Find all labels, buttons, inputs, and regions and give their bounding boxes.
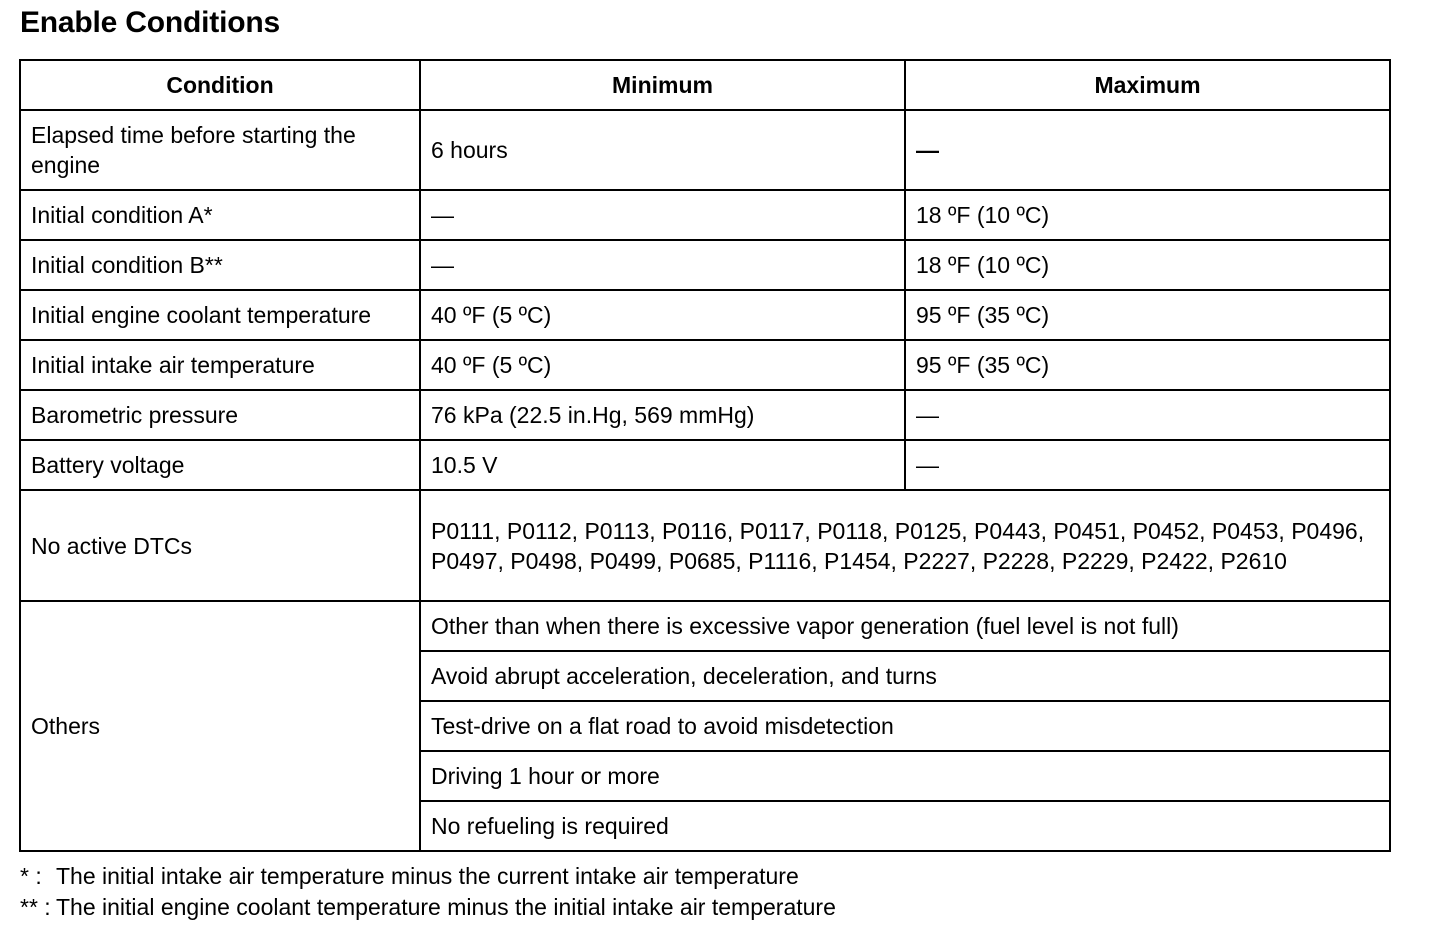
footnote-text: The initial engine coolant temperature minus the initial intake air temperature (56, 894, 836, 920)
footnote-single-asterisk (20, 861, 836, 892)
condition-cell: Elapsed time before starting the engine (20, 110, 420, 190)
others-row (20, 601, 1390, 651)
table-row (20, 340, 1390, 390)
table-row (20, 290, 1390, 340)
minimum-cell: 40 ºF (5 ºC) (420, 290, 905, 340)
others-item: No refueling is required (420, 801, 1390, 851)
footnote-text: The initial intake air temperature minus the current intake air temperature (56, 863, 799, 889)
others-item: Avoid abrupt acceleration, deceleration, and turns (420, 651, 1390, 701)
minimum-cell: 10.5 V (420, 440, 905, 490)
maximum-cell: 18 ºF (10 ºC) (905, 240, 1390, 290)
others-item: Other than when there is excessive vapor generation (fuel level is not full) (420, 601, 1390, 651)
minimum-cell: 6 hours (420, 110, 905, 190)
footnotes (20, 861, 836, 923)
header-minimum: Minimum (420, 60, 905, 110)
table-row (20, 240, 1390, 290)
maximum-cell: — (905, 110, 1390, 190)
others-item: Driving 1 hour or more (420, 751, 1390, 801)
header-maximum: Maximum (905, 60, 1390, 110)
table-row (20, 190, 1390, 240)
dtc-row (20, 490, 1390, 601)
condition-cell: Initial condition B** (20, 240, 420, 290)
table-row (20, 440, 1390, 490)
dtc-list-cell: P0111, P0112, P0113, P0116, P0117, P0118, P0125, P0443, P0451, P0452, P0453, P0496, P0497, P0498, P0499, P0685, P1116, P1454, P2227, P2228, P2229, P2422, P2610 (420, 490, 1390, 601)
condition-cell: Initial engine coolant temperature (20, 290, 420, 340)
condition-cell: Barometric pressure (20, 390, 420, 440)
maximum-cell: 95 ºF (35 ºC) (905, 290, 1390, 340)
maximum-cell: — (905, 440, 1390, 490)
page-title: Enable Conditions (20, 6, 280, 39)
others-item: Test-drive on a flat road to avoid misdetection (420, 701, 1390, 751)
minimum-cell: 76 kPa (22.5 in.Hg, 569 mmHg) (420, 390, 905, 440)
condition-cell: Battery voltage (20, 440, 420, 490)
footnote-double-asterisk (20, 892, 836, 923)
enable-conditions-table (19, 59, 1391, 852)
minimum-cell: — (420, 240, 905, 290)
others-condition-cell: Others (20, 601, 420, 851)
maximum-cell: 18 ºF (10 ºC) (905, 190, 1390, 240)
maximum-cell: — (905, 390, 1390, 440)
condition-cell: No active DTCs (20, 490, 420, 601)
table-row (20, 110, 1390, 190)
condition-cell: Initial condition A* (20, 190, 420, 240)
table-row (20, 390, 1390, 440)
condition-cell: Initial intake air temperature (20, 340, 420, 390)
table-header-row (20, 60, 1390, 110)
header-condition: Condition (20, 60, 420, 110)
minimum-cell: — (420, 190, 905, 240)
maximum-cell: 95 ºF (35 ºC) (905, 340, 1390, 390)
footnote-mark: * : (20, 863, 42, 889)
footnote-mark: ** : (20, 894, 51, 920)
minimum-cell: 40 ºF (5 ºC) (420, 340, 905, 390)
